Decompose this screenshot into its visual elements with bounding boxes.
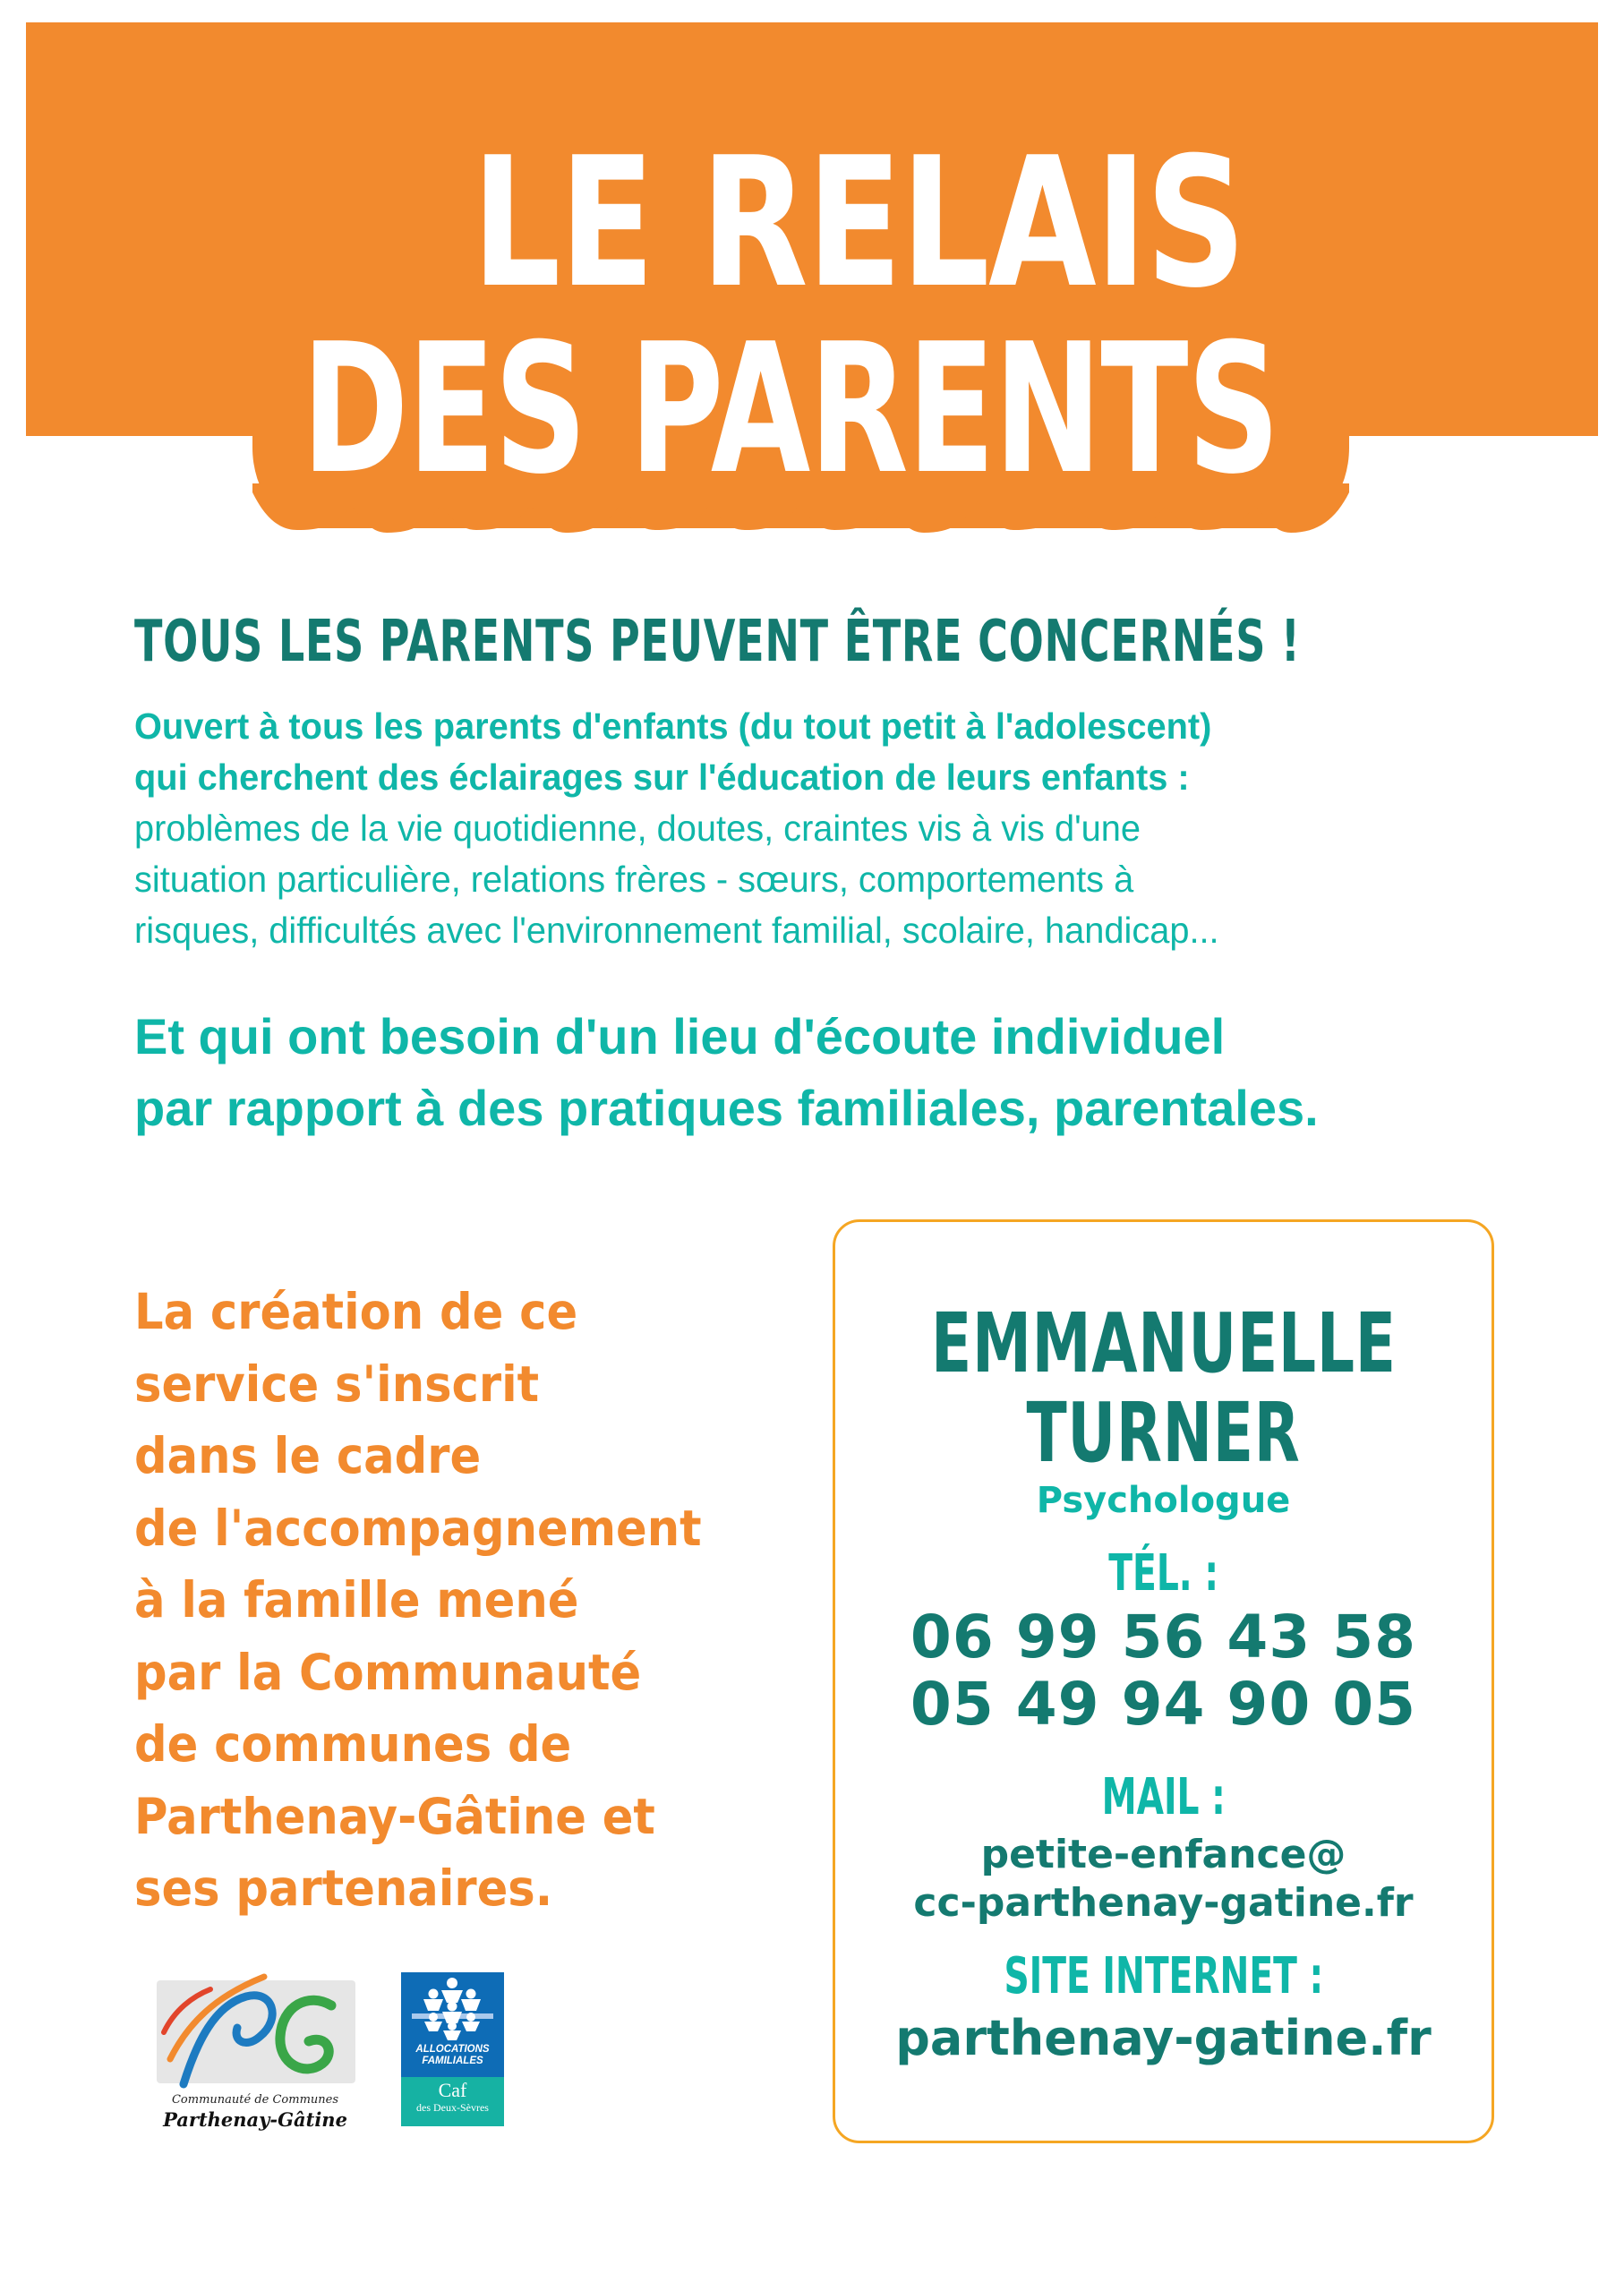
caf-logo	[401, 1972, 504, 2126]
caf-family-figures-icon	[401, 1972, 504, 2042]
contact-role: Psychologue	[1036, 1480, 1291, 1521]
intro-line: risques, difficultés avec l'environnement familial, scolaire, handicap...	[134, 910, 1219, 951]
contact-last-name-row	[835, 1385, 1492, 1481]
context-line: La création de ce	[134, 1283, 578, 1340]
title-line-1: LE RELAIS	[472, 119, 1245, 328]
caf-line-2: FAMILIALES	[422, 2056, 483, 2066]
intro-line: problèmes de la vie quotidienne, doutes, craintes vis à vis d'une	[134, 808, 1141, 849]
caf-allocations-text	[401, 2044, 504, 2067]
cc-caption-top: Communauté de Communes	[171, 2093, 339, 2107]
tel-label: TÉL. :	[1108, 1544, 1218, 1603]
context-line: par la Communauté	[134, 1643, 642, 1701]
statement-line: par rapport à des pratiques familiales, parentales.	[134, 1080, 1319, 1136]
context-line: à la famille mené	[134, 1571, 579, 1629]
website-link[interactable]: parthenay-gatine.fr	[895, 2010, 1432, 2066]
contact-last-name: TURNER	[1026, 1385, 1301, 1481]
contact-card	[833, 1219, 1494, 2143]
phone-landline[interactable]: 05 49 94 90 05	[910, 1670, 1417, 1739]
caf-logo-top	[401, 1972, 504, 2077]
email-line-2[interactable]: cc-parthenay-gatine.fr	[913, 1880, 1414, 1926]
context-line: de l'accompagnement	[134, 1499, 702, 1557]
cc-caption-name: Parthenay-Gâtine	[163, 2108, 347, 2131]
intro-line: situation particulière, relations frères - sœurs, comportements à	[134, 859, 1134, 900]
caf-sub: des Deux-Sèvres	[416, 2101, 489, 2114]
site-label: SITE INTERNET :	[1004, 1947, 1323, 2005]
context-line: ses partenaires.	[134, 1859, 553, 1917]
intro-bold-line: Ouvert à tous les parents d'enfants (du tout petit à l'adolescent)	[134, 705, 1212, 747]
email-line-1[interactable]: petite-enfance@	[980, 1832, 1346, 1877]
caf-logo-bottom	[401, 2077, 504, 2126]
context-line: dans le cadre	[134, 1427, 482, 1484]
intro-paragraph	[134, 701, 1495, 956]
statement-line: Et qui ont besoin d'un lieu d'écoute individuel	[134, 1008, 1226, 1064]
email-link[interactable]	[835, 1831, 1492, 1928]
intro-bold-line: qui cherchent des éclairages sur l'éducation de leurs enfants :	[134, 757, 1190, 798]
caf-line-1: ALLOCATIONS	[415, 2044, 490, 2055]
mail-label: MAIL :	[1101, 1768, 1226, 1826]
tel-label-row	[835, 1544, 1492, 1603]
mail-label-row	[835, 1768, 1492, 1826]
section-heading: TOUS LES PARENTS PEUVENT ÊTRE CONCERNÉS !	[134, 609, 1301, 675]
cc-parthenay-gatine-logo	[148, 1970, 363, 2140]
site-label-row	[835, 1947, 1492, 2005]
contact-first-name-row	[835, 1295, 1492, 1391]
context-paragraph	[134, 1276, 744, 1925]
contact-first-name: EMMANUELLE	[930, 1295, 1397, 1391]
context-line: de communes de	[134, 1715, 572, 1773]
cc-pg-emblem-icon	[148, 1970, 363, 2090]
caf-name: Caf	[438, 2079, 467, 2101]
title-line-2: DES PARENTS	[302, 305, 1279, 514]
context-line: service s'inscrit	[134, 1355, 540, 1413]
phone-mobile[interactable]: 06 99 56 43 58	[910, 1603, 1417, 1671]
context-line: Parthenay-Gâtine et	[134, 1787, 655, 1845]
statement-paragraph	[134, 1001, 1319, 1144]
